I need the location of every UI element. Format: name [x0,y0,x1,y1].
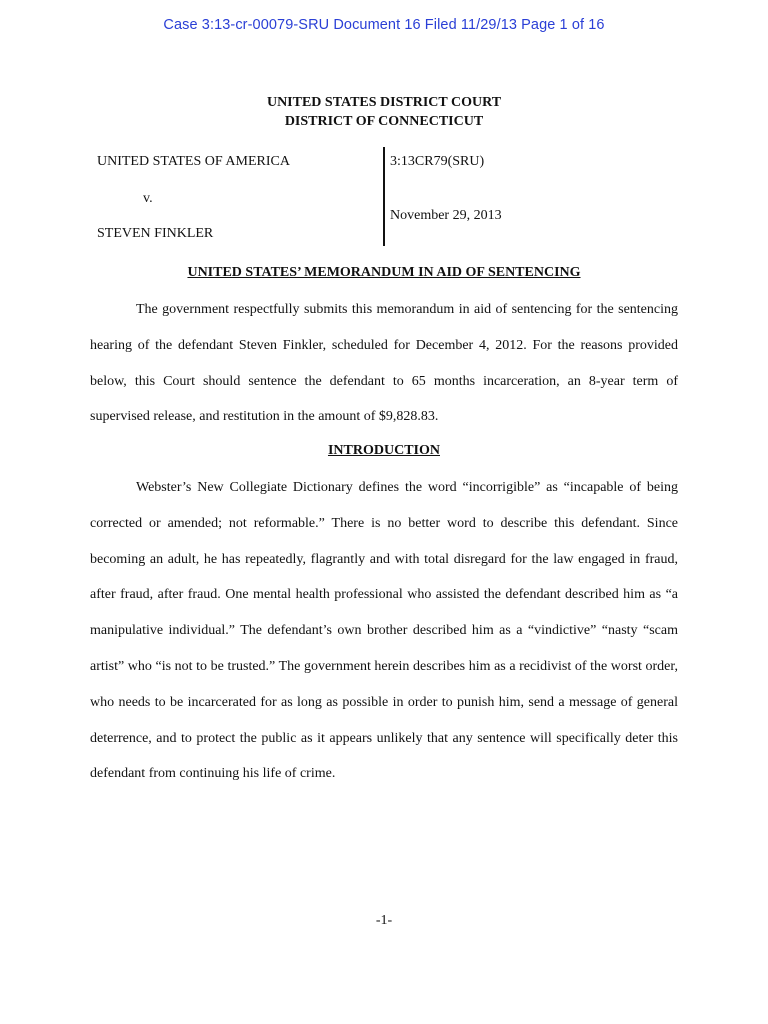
filing-date: November 29, 2013 [390,208,502,223]
caption-versus: v. [143,191,153,206]
court-name-block [0,93,768,131]
document-title: UNITED STATES’ MEMORANDUM IN AID OF SENTENCING [187,265,581,280]
caption-defendant: STEVEN FINKLER [97,226,214,241]
court-district: DISTRICT OF CONNECTICUT [284,114,484,129]
introduction-paragraph: Webster’s New Collegiate Dictionary defines the word “incorrigible” as “incapable of being corrected or amended; not reformable.” There is no better word to describe this defendant. Since becoming an adult, he has repeatedly, flagrantly and with total disregard for the law engaged in fraud, after fraud, after fraud. One mental health professional who assisted the defendant described him as “a manipulative individual.” The defendant’s own brother described him as a “vindictive” “nasty “scam artist” who “is not to be trusted.” The government herein describes him as a recidivist of the worst order, who needs to be incarcerated for as long as possible in order to punish him, send a message of general deterrence, and to protect the public as it appears unlikely that any sentence will specifically deter this defendant from continuing his life of crime. [90,480,678,782]
intro-paragraph: The government respectfully submits this memorandum in aid of sentencing for the sentencing hearing of the defendant Steven Finkler, scheduled for December 4, 2012. For the reasons provided below, this Court should sentence the defendant to 65 months incarceration, an 8-year term of supervised release, and restitution in the amount of $9,828.83. [90,302,678,425]
caption-plaintiff: UNITED STATES OF AMERICA [97,154,290,169]
court-name: UNITED STATES DISTRICT COURT [266,95,502,110]
ecf-filing-header: Case 3:13-cr-00079-SRU Document 16 Filed 11/29/13 Page 1 of 16 [163,17,605,33]
caption-divider-line [383,147,385,246]
case-number: 3:13CR79(SRU) [390,154,485,169]
page-number: -1- [375,913,393,928]
section-heading-introduction: INTRODUCTION [327,443,440,458]
